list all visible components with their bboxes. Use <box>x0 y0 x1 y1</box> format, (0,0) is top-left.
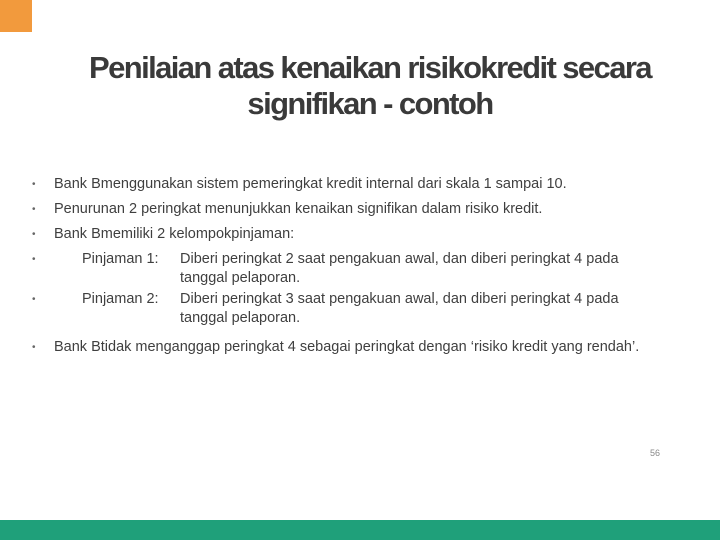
bullet-icon: • <box>32 254 36 265</box>
footer-bar <box>0 520 720 540</box>
loan-label: Pinjaman 1: <box>82 251 159 267</box>
title-line-1: Penilaian atas kenaikan risikokredit secara <box>89 50 651 85</box>
title-line-2: signifikan - contoh <box>247 86 493 121</box>
bullet-icon: • <box>32 179 36 190</box>
loan-item <box>28 250 678 288</box>
bullet-item <box>28 225 678 244</box>
bullet-text: Bank Bmemiliki 2 kelompokpinjaman: <box>54 226 295 242</box>
loan-label: Pinjaman 2: <box>82 291 159 307</box>
bullet-icon: • <box>32 294 36 305</box>
bullet-item <box>28 200 678 219</box>
bullet-text: Bank Bmenggunakan sistem pemeringkat kredit internal dari skala 1 sampai 10. <box>54 176 567 192</box>
loan-text: Diberi peringkat 3 saat pengakuan awal, dan diberi peringkat 4 pada tanggal pelaporan. <box>180 291 619 326</box>
page-number: 56 <box>650 448 661 458</box>
slide-title <box>60 50 680 122</box>
slide-content <box>28 175 678 363</box>
bullet-item <box>28 338 678 357</box>
bullet-text: Penurunan 2 peringkat menunjukkan kenaikan signifikan dalam risiko kredit. <box>54 201 543 217</box>
loan-item <box>28 290 678 328</box>
accent-square <box>0 0 32 32</box>
bullet-text: Bank Btidak menganggap peringkat 4 sebagai peringkat dengan ‘risiko kredit yang rendah’. <box>54 339 640 355</box>
bullet-icon: • <box>32 204 36 215</box>
bullet-item <box>28 175 678 194</box>
bullet-icon: • <box>32 342 36 353</box>
loan-text: Diberi peringkat 2 saat pengakuan awal, dan diberi peringkat 4 pada tanggal pelaporan. <box>180 251 619 286</box>
bullet-icon: • <box>32 229 36 240</box>
